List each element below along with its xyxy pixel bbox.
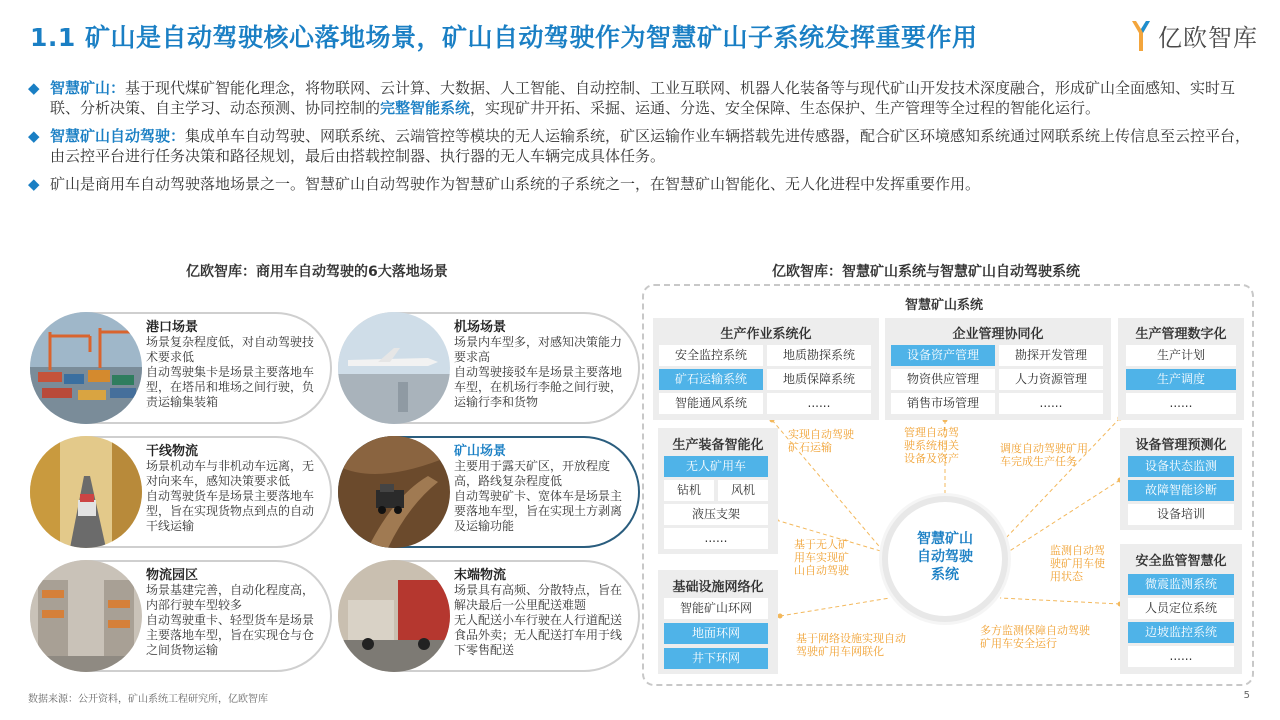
- scenario-desc: 场景复杂程度低，对自动驾驶技术要求低 自动驾驶集卡是场景主要落地车型，在塔吊和堆场之间行驶，负责运输集装箱: [146, 335, 315, 409]
- scenario-desc: 场景基建完善，自动化程度高，内部行驶车型较多 自动驾驶重卡、轻型货车是场景主要落地车型，旨在实现仓与仓之间货物运输: [146, 583, 315, 657]
- system-box: 地质保障系统: [767, 369, 871, 390]
- system-box: 智能矿山环网: [664, 598, 768, 619]
- bullet-text: 基于现代煤矿智能化理念，将物联网、云计算、大数据、人工智能、自动控制、工业互联网、机器人化装备等与现代矿山开发技术深度融合，形成矿山全面感知、实时互联、分析决策、自主学习、动态预测、协同控制的: [50, 79, 1236, 117]
- connector-label: 基于无人矿 用车实现矿 山自动驾驶: [794, 538, 849, 577]
- system-box: 智能通风系统: [659, 393, 763, 414]
- panel-enterprise: [885, 318, 1111, 420]
- system-box: 物资供应管理: [891, 369, 995, 390]
- system-box-highlighted: 生产调度: [1126, 369, 1236, 390]
- panel-title: 基础设施网络化: [672, 580, 764, 595]
- connector-label: 实现自动驾驶 矿石运输: [788, 428, 854, 454]
- panel-safety: [1120, 544, 1242, 674]
- scenario-title: 干线物流: [146, 444, 199, 459]
- scenario-title: 物流园区: [146, 568, 199, 583]
- system-box-highlighted: 设备资产管理: [891, 345, 995, 366]
- logo-text: 亿欧智库: [1158, 24, 1258, 52]
- system-box: ......: [767, 393, 871, 414]
- system-box: ......: [664, 528, 768, 549]
- bullet-text: 矿山是商用车自动驾驶落地场景之一。智慧矿山自动驾驶作为智慧矿山系统的子系统之一，在智慧矿山智能化、无人化进程中发挥重要作用。: [50, 175, 981, 193]
- right-section-title: 亿欧智库：智慧矿山系统与智慧矿山自动驾驶系统: [772, 264, 1080, 280]
- source-note: 数据来源：公开资料，矿山系统工程研究所，亿欧智库: [28, 694, 268, 705]
- system-box: 地质勘探系统: [767, 345, 871, 366]
- left-section-title: 亿欧智库：商用车自动驾驶的6大落地场景: [186, 264, 448, 280]
- scenario-desc: 场景内车型多，对感知决策能力要求高 自动驾驶接驳车是场景主要落地车型，在机场行李舱之间行驶，运输行李和货物: [454, 335, 623, 409]
- scenario-desc: 场景具有高频、分散特点，旨在解决最后一公里配送难题 无人配送小车行驶在人行道配送食品外卖；无人配送打车用于线下零售配送: [454, 583, 623, 657]
- connector-label: 基于网络设施实现自动 驾驶矿用车网联化: [796, 632, 906, 658]
- panel-production-ops: [653, 318, 879, 420]
- diamond-bullet-icon: ◆: [28, 175, 40, 193]
- system-box: 安全监控系统: [659, 345, 763, 366]
- system-box: ......: [1128, 646, 1234, 667]
- scenario-title: 机场场景: [454, 320, 507, 335]
- system-box: 钻机: [664, 480, 714, 501]
- center-label: 智慧矿山 自动驾驶 系统: [917, 531, 973, 583]
- system-box-highlighted: 故障智能诊断: [1128, 480, 1234, 501]
- system-box-highlighted: 矿石运输系统: [659, 369, 763, 390]
- panel-title: 设备管理预测化: [1135, 438, 1227, 453]
- bullet-keyword: 智慧矿山：: [50, 79, 126, 97]
- connector-label: 管理自动驾 驶系统相关 设备及资产: [904, 426, 959, 465]
- panel-title: 安全监管智慧化: [1135, 554, 1227, 569]
- scenario-desc: 主要用于露天矿区，开放程度高，路线复杂程度低 自动驾驶矿卡、宽体车是场景主要落地车型，旨在实现土方剥离及运输功能: [454, 459, 623, 533]
- scenario-desc: 场景机动车与非机动车远离，无对向来车，感知决策要求低 自动驾驶货车是场景主要落地车型，旨在实现货物点到点的自动干线运输: [146, 459, 315, 533]
- center-circle: [882, 496, 1008, 622]
- system-box: 生产计划: [1126, 345, 1236, 366]
- scenario-title: 末端物流: [454, 568, 507, 583]
- system-title: 智慧矿山系统: [905, 298, 984, 313]
- panel-infrastructure: [658, 570, 778, 674]
- system-box-highlighted: 设备状态监测: [1128, 456, 1234, 477]
- bullet-text: ，实现矿井开拓、采掘、运通、分选、安全保障、生态保护、生产管理等全过程的智能化运行。: [470, 99, 1101, 117]
- bullet-highlight: 完整智能系统: [380, 99, 471, 117]
- system-box: 人员定位系统: [1128, 598, 1234, 619]
- connector-label: 监测自动驾 驶矿用车使 用状态: [1050, 544, 1105, 583]
- system-box: ......: [999, 393, 1103, 414]
- connector-label: 调度自动驾驶矿用 车完成生产任务: [1000, 442, 1088, 468]
- page-title: 1.1 矿山是自动驾驶核心落地场景，矿山自动驾驶作为智慧矿山子系统发挥重要作用: [30, 23, 978, 52]
- panel-title: 生产作业系统化: [720, 327, 812, 342]
- page-number: 5: [1243, 690, 1250, 701]
- system-box-highlighted: 无人矿用车: [664, 456, 768, 477]
- system-box-highlighted: 微震监测系统: [1128, 574, 1234, 595]
- system-box: 风机: [718, 480, 768, 501]
- panel-equipment-intelligent: [658, 428, 778, 554]
- system-box-highlighted: 边坡监控系统: [1128, 622, 1234, 643]
- system-box-highlighted: 井下环网: [664, 648, 768, 669]
- bullet-text: 集成单车自动驾驶、网联系统、云端管控等模块的无人运输系统，矿区运输作业车辆搭载先进传感器，配合矿区环境感知系统通过网联系统上传信息至云控平台，由云控平台进行任务决策和路径规划，最后由搭载控制器、执行器的无人车辆完成具体任务。: [50, 127, 1251, 165]
- system-box: 勘探开发管理: [999, 345, 1103, 366]
- system-box: 人力资源管理: [999, 369, 1103, 390]
- scenario-title: 港口场景: [146, 320, 199, 335]
- system-box: 销售市场管理: [891, 393, 995, 414]
- diamond-bullet-icon: ◆: [28, 127, 40, 145]
- system-box-highlighted: 地面环网: [664, 623, 768, 644]
- panel-title: 生产管理数字化: [1135, 327, 1227, 342]
- diamond-bullet-icon: ◆: [28, 79, 40, 97]
- panel-title: 企业管理协同化: [952, 327, 1044, 342]
- system-box: ......: [1126, 393, 1236, 414]
- system-box: 液压支架: [664, 504, 768, 525]
- scenario-title: 矿山场景: [454, 444, 507, 459]
- connector-label: 多方监测保障自动驾驶 矿用车安全运行: [980, 624, 1090, 650]
- panel-title: 生产装备智能化: [672, 438, 764, 453]
- system-box: 设备培训: [1128, 504, 1234, 525]
- panel-production-digital: [1118, 318, 1244, 420]
- panel-equipment-predictive: [1120, 428, 1242, 530]
- bullet-keyword: 智慧矿山自动驾驶：: [50, 127, 186, 145]
